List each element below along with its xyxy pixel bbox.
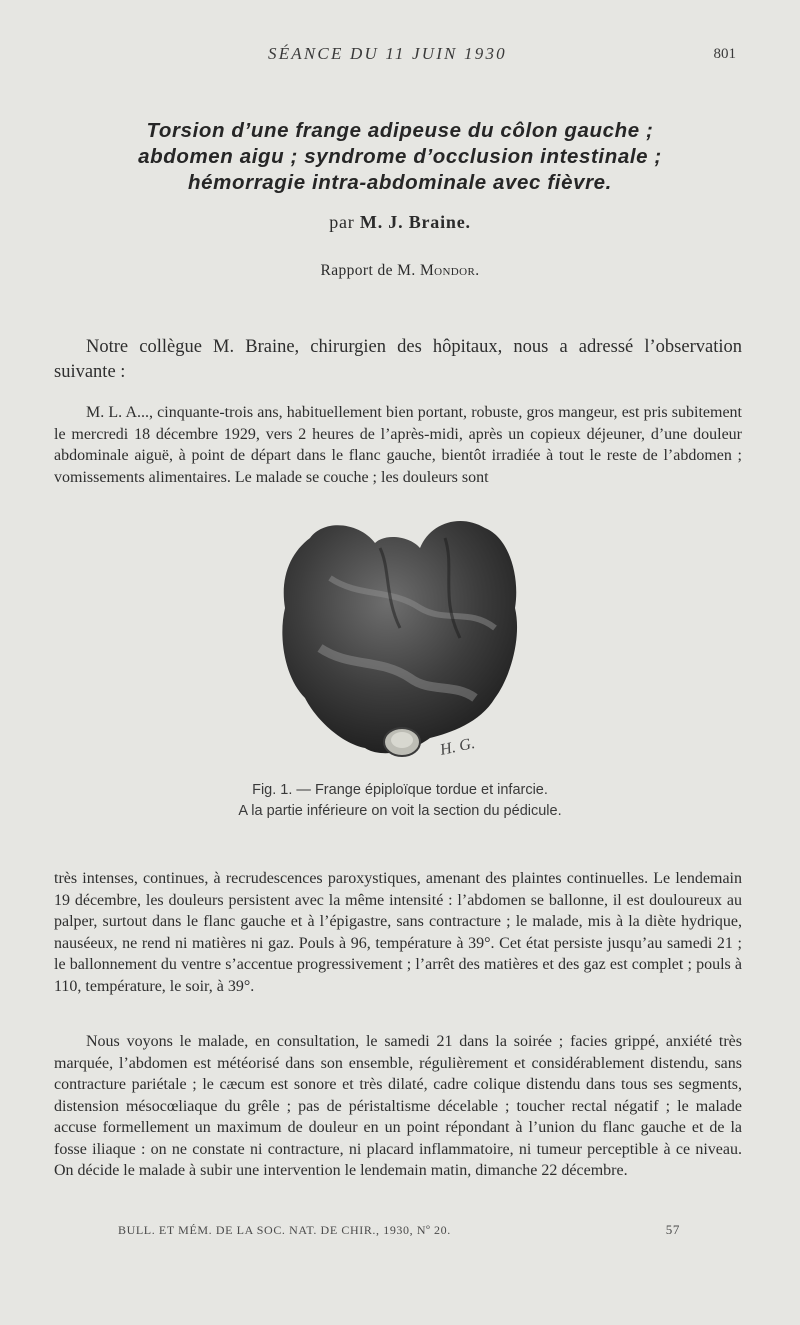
- figure-caption: [0, 780, 800, 822]
- author-prefix: par: [329, 212, 355, 232]
- title-line-2: abdomen aigu ; syndrome d’occlusion intestinale ;: [138, 145, 662, 168]
- author-name: M. J. Braine.: [359, 212, 471, 232]
- caption-line-1: Fig. 1. — Frange épiploïque tordue et infarcie.: [252, 782, 548, 798]
- journal-reference: BULL. ET MÉM. DE LA SOC. NAT. DE CHIR., 1930, Nº 20.: [118, 1223, 451, 1237]
- title-line-3: hémorragie intra-abdominale avec fièvre.: [188, 171, 612, 194]
- body-paragraph-3: Nous voyons le malade, en consultation, le samedi 21 dans la soirée ; facies grippé, anxiété très marquée, l’abdomen est météorisé dans son ensemble, régulièrement et considérablement distendu, sans contracture pariétale ; le cæcum est sonore et très dilaté, cadre colique distendu dans tous ses segments, distension mésocœliaque du grêle ; pas de péristaltisme décelable ; toucher rectal négatif ; le malade accuse formellement un maximum de douleur en un point répondant à l’union du flanc gauche et de la fosse iliaque : on ne constate ni contracture, ni placard inflammatoire, ni tumeur perceptible à ce niveau. On décide le malade à subir une intervention le lendemain matin, dimanche 22 décembre.: [54, 1033, 742, 1179]
- report-line: [0, 262, 800, 280]
- page-footer: [118, 1223, 688, 1243]
- running-header: [0, 44, 800, 70]
- signature-mark: 57: [665, 1222, 680, 1237]
- running-title: SÉANCE DU 11 JUIN 1930: [268, 44, 507, 63]
- tissue-mass: [282, 521, 517, 753]
- title-line-1: Torsion d’une frange adipeuse du côlon gauche ;: [146, 119, 654, 142]
- page-number: 801: [713, 46, 736, 62]
- author-line: [0, 212, 800, 233]
- report-prefix: Rapport de M.: [320, 262, 416, 279]
- body-paragraph-2: très intenses, continues, à recrudescences paroxystiques, amenant des plaintes continuelles. Le lendemain 19 décembre, les douleurs persistent avec la même intensité : l’abdomen se ballonne, il est douloureux au palper, surtout dans le flanc gauche et à l’épigastre, sans contracture ; le malade, mis à la diète hydrique, nauséeux, ne rend ni matières ni gaz. Pouls à 96, température à 39°. Cet état persiste jusqu’au samedi 21 ; le ballonnement du ventre s’accentue progressivement ; l’arrêt des matières et des gaz est complet ; pouls à 110, température, le soir, à 39°.: [54, 870, 742, 995]
- figure-illustration: [270, 508, 530, 768]
- intro-paragraph: Notre collègue M. Braine, chirurgien des hôpitaux, nous a adressé l’observation suivante :: [54, 336, 742, 382]
- reporter-name: Mondor.: [419, 262, 480, 279]
- article-title: [80, 118, 720, 196]
- body-paragraph-1: M. L. A..., cinquante-trois ans, habituellement bien portant, robuste, gros mangeur, est pris subitement le mercredi 18 décembre 1929, vers 2 heures de l’après-midi, après un copieux déjeuner, d’une douleur abdominale aiguë, à point de départ dans le flanc gauche, bientôt irradiée à tout le reste de l’abdomen ; vomissements alimentaires. Le malade se couche ; les douleurs sont: [54, 404, 742, 486]
- caption-line-2: A la partie inférieure on voit la section du pédicule.: [238, 803, 562, 819]
- artist-signature: H. G.: [438, 734, 477, 759]
